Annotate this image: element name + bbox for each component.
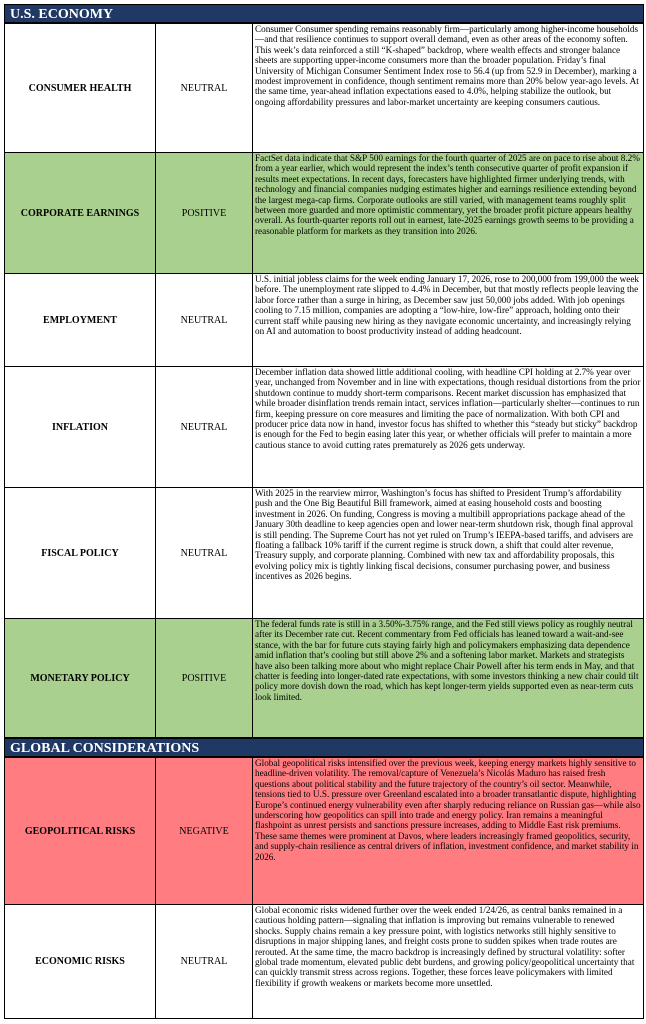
indicator-row — [5, 153, 644, 274]
indicator-commentary: Global geopolitical risks intensified over the previous week, keeping energy markets highly sensitive to headline-driven volatility. The removal/capture of Venezuela’s Nicolás Maduro has raised fresh questions about political stability and the future trajectory of the country’s oil sector. Meanwhile, tensions tied to U.S. pressure over Greenland escalated into a broader transatlantic dispute, highlighting Europe’s continued energy vulnerability even after sharply reducing reliance on Russian gas—while also underscoring how geopolitics can spill into trade and energy policy. Iran remains a meaningful flashpoint as unrest persists and sanctions pressure increases, adding to Middle East risk premiums. These same themes were prominent at Davos, where leaders increasingly framed geopolitics, security, and supply-chain resilience as central drivers of inflation, investment confidence, and market stability in 2026. — [255, 758, 641, 862]
indicator-commentary: December inflation data showed little additional cooling, with headline CPI holding at 2.7% year over year, unchanged from November and in line with expectations, though residual distortions from the prior shutdown continue to muddy short-term comparisons. Recent market discussion has emphasized that while broader disinflation trends remain intact, services inflation—particularly shelter—continues to run firm, keeping pressure on core measures and limiting the pace of normalization. With both CPI and producer price data now in hand, investor focus has shifted to whether this “steady but sticky” backdrop is enough for the Fed to begin easing later this year, or whether officials will prefer to maintain a more cautious stance to avoid cutting rates prematurely as 2026 gets underway. — [255, 367, 641, 450]
indicator-commentary-cell — [253, 153, 644, 274]
report-sections — [4, 4, 644, 1019]
indicator-commentary: Consumer Consumer spending remains reasonably firm—particularly among higher-income households—and that resilience continues to support overall demand, even as other areas of the economy soften. This week’s data reinforced a still “K-shaped” backdrop, where wealth effects and stronger balance sheets are supporting upper-income consumers more than the broader population. Friday’s final University of Michigan Consumer Sentiment Index rose to 56.4 (up from 52.9 in December), marking a modest improvement in confidence, though sentiment remains more than 20% below year-ago levels. At the same time, year-ahead inflation expectations eased to 4.0%, helping stabilize the outlook, but ongoing affordability pressures and labor-market uncertainty are keeping consumers cautious. — [255, 24, 639, 107]
indicator-rating: POSITIVE — [156, 153, 253, 274]
report-section — [4, 738, 644, 1019]
indicator-commentary: With 2025 in the rearview mirror, Washington’s focus has shifted to President Trump’s affordability push and the One Big Beautiful Bill framework, aimed at easing household costs and boosting investment in 2026. On funding, Congress is moving a multibill appropriations package ahead of the January 30th deadline to keep agencies open and lower near-term shutdown risk, though final approval is still pending. The Supreme Court has not yet ruled on Trump’s IEEPA-based tariffs, and advisers are floating a fallback 10% tariff if the current regime is struck down, a shift that could alter revenue, Treasury supply, and corporate planning. Combined with new tax and affordability proposals, this evolving policy mix is tightly linking fiscal decisions, consumer purchasing power, and business incentives as 2026 begins. — [255, 488, 634, 582]
indicator-commentary-cell — [253, 905, 644, 1019]
indicator-category: GEOPOLITICAL RISKS — [5, 758, 156, 905]
indicator-commentary: U.S. initial jobless claims for the week ending January 17, 2026, rose to 200,000 from 199,000 the week before. The unemployment rate slipped to 4.4% in December, but that mostly reflects people leaving the labor force rather than a surge in hiring, as December saw just 50,000 jobs added. With job openings cooling to 7.15 million, companies are adopting a “low-hire, low-fire” approach, holding onto their current staff while pausing new hiring as they navigate economic uncertainty, and increasingly relying on AI and automation to boost productivity instead of adding headcount. — [255, 274, 640, 337]
indicator-category: FISCAL POLICY — [5, 488, 156, 619]
indicator-commentary-cell — [253, 619, 644, 738]
indicator-row — [5, 905, 644, 1019]
indicator-table — [4, 757, 644, 1019]
indicator-commentary-cell — [253, 758, 644, 905]
indicator-commentary: The federal funds rate is still in a 3.50%-3.75% range, and the Fed still views policy as roughly neutral after its December rate cut. Recent commentary from Fed officials has leaned toward a wait-and-see stance, with the bar for future cuts staying fairly high and policymakers emphasizing data dependence amid inflation that’s cooling but still above 2% and a softening labor market. Markets and strategists have also been talking more about who might replace Chair Powell after his term ends in May, and that chatter is feeding into longer-dated rate expectations, with some investors thinking a new chair could tilt policy more dovish down the road, which has kept longer-term yields supported even as near-term cuts look limited. — [255, 619, 639, 702]
indicator-category: INFLATION — [5, 367, 156, 488]
indicator-commentary-cell — [253, 488, 644, 619]
indicator-category: CONSUMER HEALTH — [5, 24, 156, 153]
indicator-rating: NEUTRAL — [156, 905, 253, 1019]
indicator-commentary: Global economic risks widened further over the week ended 1/24/26, as central banks remained in a cautious holding pattern—signaling that inflation is improving but remains vulnerable to renewed shocks. Supply chains remain a key pressure point, with logistics networks still highly sensitive to disruptions in major shipping lanes, and freight costs prone to sudden spikes when trade routes are rerouted. At the same time, the macro backdrop is increasingly defined by structural volatility: softer global trade momentum, elevated public debt burdens, and growing policy/geopolitical uncertainty that can quickly transmit stress across regions. Together, these forces leave policymakers with limited flexibility if growth weakens or markets become more unsettled. — [255, 905, 635, 988]
section-header: GLOBAL CONSIDERATIONS — [4, 738, 644, 757]
indicator-row — [5, 274, 644, 367]
indicator-category: ECONOMIC RISKS — [5, 905, 156, 1019]
economic-outlook-report — [4, 4, 644, 1019]
indicator-commentary: FactSet data indicate that S&P 500 earnings for the fourth quarter of 2025 are on pace to rise about 8.2% from a year earlier, which would represent the index’s tenth consecutive quarter of profit expansion if results meet expectations. In recent days, forecasters have highlighted firmer underlying trends, with technology and financial companies nudging estimates higher and earnings resilience extending beyond the largest mega-cap firms. Corporate outlooks are still varied, with management teams roughly split between more guarded and more optimistic commentary, yet the broader profit picture appears healthy overall. As fourth-quarter reports roll out in earnest, late-2025 earnings growth seems to be providing a reasonable platform for markets as they transition into 2026. — [255, 153, 640, 236]
indicator-category: MONETARY POLICY — [5, 619, 156, 738]
indicator-commentary-cell — [253, 274, 644, 367]
indicator-commentary-cell — [253, 24, 644, 153]
indicator-rating: POSITIVE — [156, 619, 253, 738]
indicator-rating: NEUTRAL — [156, 367, 253, 488]
indicator-row — [5, 758, 644, 905]
indicator-row — [5, 488, 644, 619]
indicator-rating: NEUTRAL — [156, 274, 253, 367]
indicator-category: EMPLOYMENT — [5, 274, 156, 367]
indicator-rating: NEUTRAL — [156, 488, 253, 619]
indicator-rating: NEGATIVE — [156, 758, 253, 905]
report-section — [4, 4, 644, 738]
indicator-row — [5, 619, 644, 738]
section-header: U.S. ECONOMY — [4, 4, 644, 23]
indicator-row — [5, 367, 644, 488]
indicator-row — [5, 24, 644, 153]
indicator-commentary-cell — [253, 367, 644, 488]
indicator-category: CORPORATE EARNINGS — [5, 153, 156, 274]
indicator-table — [4, 23, 644, 738]
indicator-rating: NEUTRAL — [156, 24, 253, 153]
